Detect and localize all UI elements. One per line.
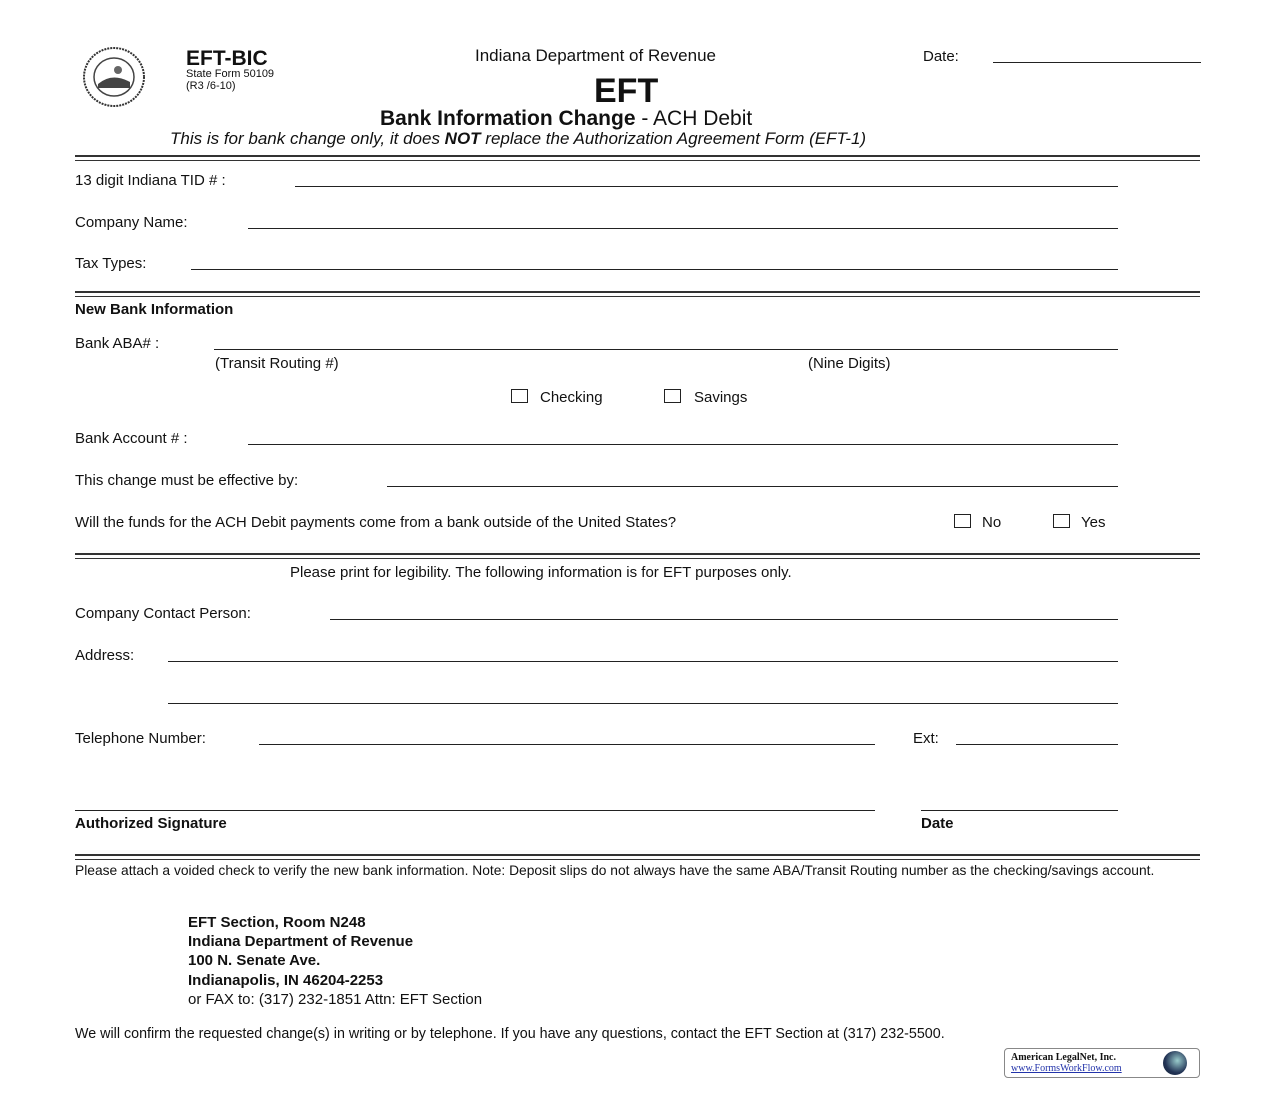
no-checkbox[interactable] [954,514,971,528]
no-label: No [982,514,1002,531]
fax-line: or FAX to: (317) 232-1851 Attn: EFT Section [188,991,483,1008]
globe-icon [1163,1051,1187,1075]
contact-person-label: Company Contact Person: [75,605,251,622]
yes-checkbox[interactable] [1053,514,1070,528]
address-field-2[interactable] [168,703,1118,704]
date-label: Date: [923,48,959,65]
checking-label: Checking [540,389,603,406]
transit-hint: (Transit Routing #) [215,355,339,372]
date-field[interactable] [993,62,1201,63]
telephone-label: Telephone Number: [75,730,206,747]
telephone-field[interactable] [259,744,875,745]
form-revision: (R3 /6-10) [186,80,236,92]
tid-field[interactable] [295,186,1118,187]
ext-label: Ext: [913,730,939,747]
foreign-bank-question: Will the funds for the ACH Debit payments come from a bank outside of the United States? [75,514,677,531]
signature-field[interactable] [75,810,875,811]
address-line-1: EFT Section, Room N248 [188,914,366,931]
address-line-2: Indiana Department of Revenue [188,933,414,950]
signature-date-label: Date [921,815,954,832]
subtitle: Bank Information Change [380,107,636,130]
nine-digits-hint: (Nine Digits) [808,355,891,372]
divider [75,854,1200,860]
brand-badge [1004,1048,1200,1078]
form-note: This is for bank change only, it does NOT replace the Authorization Agreement Form (EFT-1) [170,129,867,148]
savings-label: Savings [694,389,748,406]
form-title: EFT [594,72,659,110]
company-name-field[interactable] [248,228,1118,229]
ext-field[interactable] [956,744,1118,745]
contact-intro: Please print for legibility. The following information is for EFT purposes only. [290,564,792,581]
tax-types-label: Tax Types: [75,255,147,272]
account-field[interactable] [248,444,1118,445]
tax-types-field[interactable] [191,269,1118,270]
subtitle-suffix: - ACH Debit [635,107,753,130]
divider [75,155,1200,161]
savings-checkbox[interactable] [664,389,681,403]
checking-checkbox[interactable] [511,389,528,403]
address-field-1[interactable] [168,661,1118,662]
contact-person-field[interactable] [330,619,1118,620]
brand-url[interactable]: www.FormsWorkFlow.com [1011,1063,1122,1074]
aba-label: Bank ABA# : [75,335,160,352]
confirm-note: We will confirm the requested change(s) in writing or by telephone. If you have any questions, contact the EFT Section at (317) 232-5500. [75,1026,945,1042]
effective-date-field[interactable] [387,486,1118,487]
brand-name: American LegalNet, Inc. [1011,1052,1116,1063]
attach-check-note: Please attach a voided check to verify the new bank information. Note: Deposit slips do not always have the same ABA/Transit Routing number as the checking/savings account. [75,863,1155,878]
address-line-3: 100 N. Senate Ave. [188,952,321,969]
signature-date-field[interactable] [921,810,1118,811]
form-code: EFT-BIC [186,47,268,70]
state-form-number: State Form 50109 [186,68,275,80]
tid-label: 13 digit Indiana TID # : [75,172,226,189]
account-label: Bank Account # : [75,430,188,447]
divider [75,291,1200,297]
company-name-label: Company Name: [75,214,188,231]
effective-label: This change must be effective by: [75,472,299,489]
agency-name: Indiana Department of Revenue [475,46,716,65]
divider [75,553,1200,559]
state-seal-icon [82,46,146,108]
address-label: Address: [75,647,135,664]
new-bank-heading: New Bank Information [75,301,234,318]
signature-label: Authorized Signature [75,815,227,832]
address-line-4: Indianapolis, IN 46204-2253 [188,972,384,989]
aba-field[interactable] [214,349,1118,350]
yes-label: Yes [1081,514,1106,531]
